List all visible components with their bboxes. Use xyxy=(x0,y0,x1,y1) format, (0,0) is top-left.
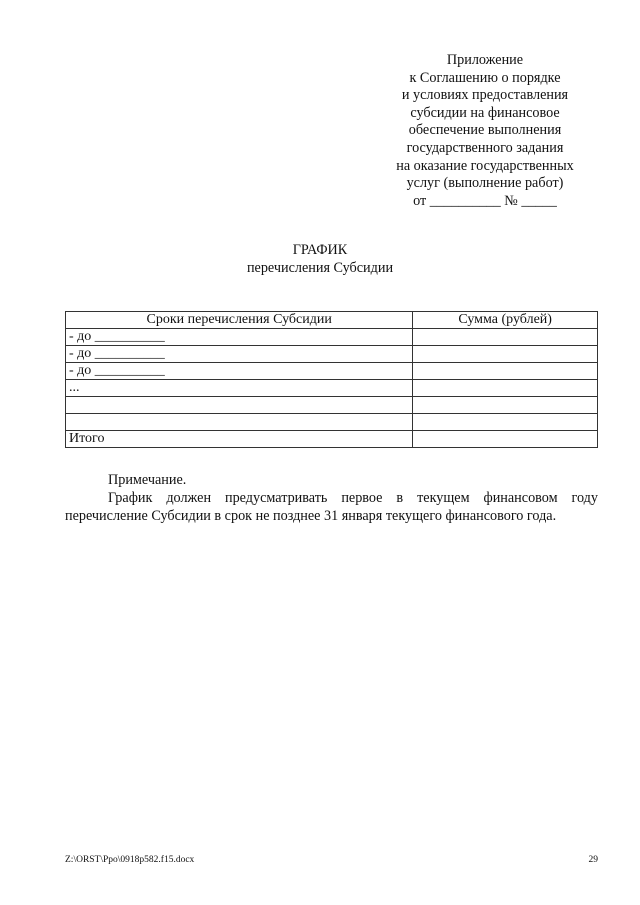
schedule-table xyxy=(65,311,598,448)
column-header-dates: Сроки перечисления Субсидии xyxy=(66,312,413,329)
appendix-line: государственного задания xyxy=(406,139,564,156)
table-cell-amount xyxy=(413,397,598,414)
table-cell-date: - до __________ xyxy=(66,329,413,346)
table-cell-amount xyxy=(413,329,598,346)
table-row xyxy=(66,414,598,431)
page-title: ГРАФИК xyxy=(292,242,348,258)
table-cell-amount xyxy=(413,414,598,431)
table-cell-amount xyxy=(413,380,598,397)
appendix-line: субсидии на финансовое xyxy=(410,104,560,121)
title-block xyxy=(0,241,640,277)
appendix-line: Приложение xyxy=(446,52,524,68)
table-cell-total-amount xyxy=(413,431,598,448)
note-section xyxy=(65,471,598,525)
appendix-line: обеспечение выполнения xyxy=(408,122,562,139)
table-cell-total-label: Итого xyxy=(66,431,413,448)
table-cell-date: - до __________ xyxy=(66,346,413,363)
table-cell-date xyxy=(66,414,413,431)
table-cell-amount xyxy=(413,363,598,380)
page-subtitle: перечисления Субсидии xyxy=(246,260,394,276)
note-text: График должен предусматривать первое в текущем финансовом году перечисление Субсидии в срок не позднее 31 января текущего финансового года. xyxy=(65,490,598,524)
footer-file-path: Z:\ORST\Ppo\0918p582.f15.docx xyxy=(65,855,195,865)
appendix-line: услуг (выполнение работ) xyxy=(406,175,564,192)
table-cell-date xyxy=(66,397,413,414)
note-heading: Примечание. xyxy=(108,472,187,488)
appendix-line: на оказание государственных xyxy=(396,157,574,174)
column-header-amount: Сумма (рублей) xyxy=(413,312,598,329)
table-cell-date: - до __________ xyxy=(66,363,413,380)
table-row xyxy=(66,380,598,397)
table-row xyxy=(66,363,598,380)
appendix-line: от __________ № _____ xyxy=(413,192,557,209)
table-cell-date: ... xyxy=(66,380,413,397)
appendix-line: и условиях предоставления xyxy=(401,87,569,104)
table-total-row xyxy=(66,431,598,448)
page-number: 29 xyxy=(588,855,598,865)
table-header-row xyxy=(66,312,598,329)
table-row xyxy=(66,346,598,363)
appendix-line: к Соглашению о порядке xyxy=(409,69,561,86)
table-cell-amount xyxy=(413,346,598,363)
table-row xyxy=(66,329,598,346)
appendix-header xyxy=(380,52,590,210)
table-row xyxy=(66,397,598,414)
